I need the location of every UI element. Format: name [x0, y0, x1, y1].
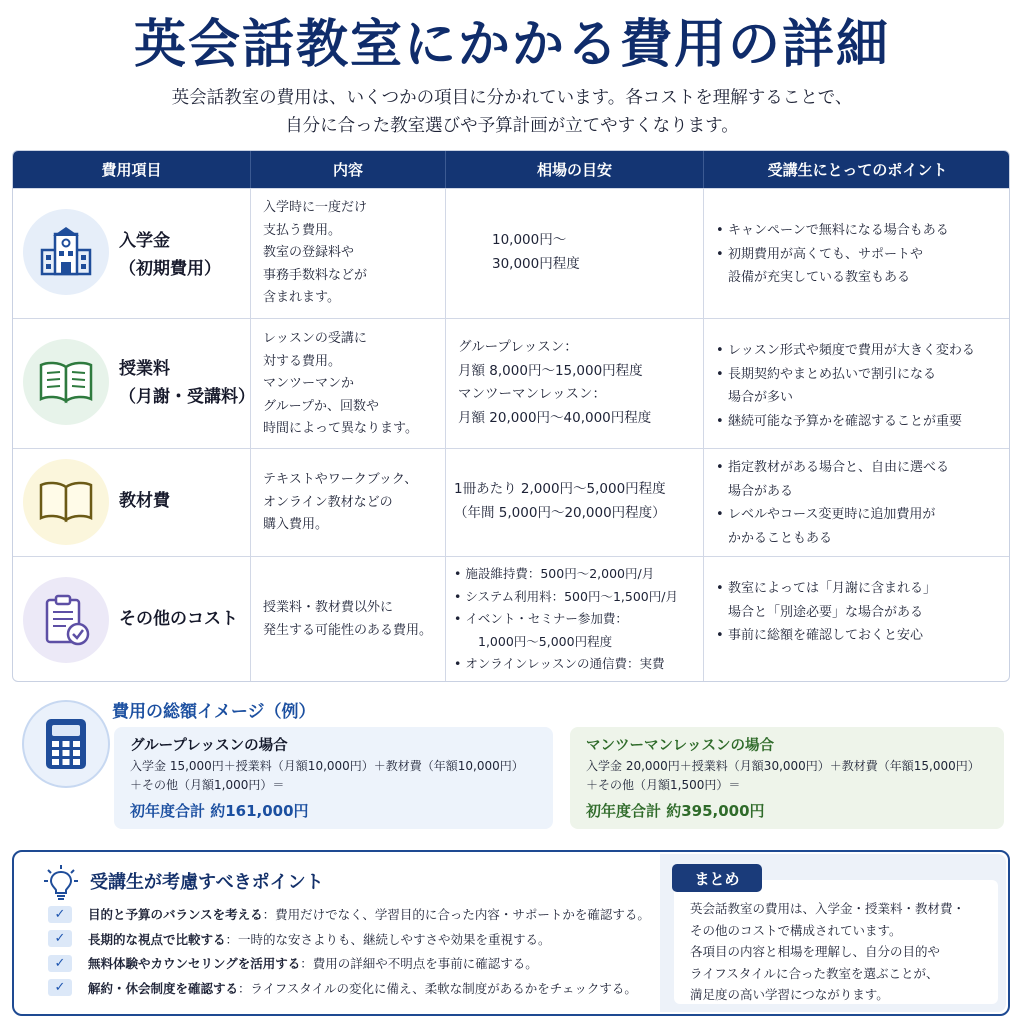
consideration-item: ✓ 解約・休会制度を確認する ：ライフスタイルの変化に備え、柔軟な制度があるかをチェックする。: [48, 976, 650, 1001]
intro-line-2: 自分に合った教室選びや予算計画が立てやすくなります。: [285, 116, 739, 136]
price-other: • 施設維持費：500円〜2,000円/月 • システム利用料：500円〜1,500円/月 • イベント・セミナー参加費： 1,000円〜5,000円程度 • オンラインレッスンの通信費：実費: [454, 566, 678, 671]
private-case-line-1: 入学金 20,000円＋授業料（月額30,000円）＋教材費（年額15,000円）: [586, 759, 980, 773]
item-name-tuition: 授業料 （月謝・受講料）: [119, 359, 255, 407]
price-admission: 10,000円〜 30,000円程度: [492, 232, 580, 272]
considerations-panel: [12, 850, 1010, 1016]
cost-table: [12, 150, 1010, 682]
table-row-materials: [13, 448, 1010, 556]
table-header: [13, 151, 1010, 188]
item-name-materials: 教材費: [119, 491, 170, 511]
points-admission: • キャンペーンで無料になる場合もある • 初期費用が高くても、サポートや 設備が充実している教室もある: [714, 219, 949, 290]
points-materials: • 指定教材がある場合と、自由に選べる 場合がある • レベルやコース変更時に追加費用が かかることもある: [714, 456, 949, 550]
table-row-admission: [13, 188, 1010, 318]
private-case-title: マンツーマンレッスンの場合: [586, 738, 774, 754]
header-cost-item: 費用項目: [13, 151, 251, 188]
total-cost-title: 費用の総額イメージ（例）: [112, 702, 316, 722]
group-case-title: グループレッスンの場合: [130, 738, 288, 754]
group-case-total: 初年度合計 約161,000円: [130, 802, 309, 820]
clipboard-check-icon: [23, 577, 109, 663]
calculator-icon: [22, 700, 110, 788]
private-lesson-case: [570, 727, 1004, 829]
checkmark-icon: ✓: [48, 930, 72, 947]
group-case-line-1: 入学金 15,000円＋授業料（月額10,000円）＋教材費（年額10,000円）: [130, 759, 524, 773]
considerations-list: [48, 902, 650, 1000]
header-student-points: 受講生にとってのポイント: [767, 161, 948, 179]
points-other: • 教室によっては「月謝に含まれる」 場合と「別途必要」な場合がある • 事前に総額を確認しておくと安心: [714, 577, 936, 648]
school-building-icon: [23, 209, 109, 295]
summary-tab: まとめ: [672, 864, 762, 892]
considerations-title: 受講生が考慮すべきポイント: [90, 872, 324, 893]
desc-other: 授業料・教材費以外に 発生する可能性のある費用。: [263, 600, 433, 638]
header-price-range: 相場の目安: [446, 151, 704, 188]
summary-panel: [660, 854, 1006, 1012]
checkmark-icon: ✓: [48, 955, 72, 972]
page-title: 英会話教室にかかる費用の詳細: [133, 15, 890, 75]
table-row-other: [13, 556, 1010, 682]
intro-line-1: 英会話教室の費用は、いくつかの項目に分かれています。各コストを理解することで、: [171, 88, 853, 108]
price-materials: 1冊あたり 2,000円〜5,000円程度 （年間 5,000円〜20,000円程度）: [454, 481, 666, 521]
item-name-admission: 入学金 （初期費用）: [119, 231, 221, 279]
textbook-icon: [23, 459, 109, 545]
desc-tuition: レッスンの受講に 対する費用。 マンツーマンか グループか、回数や 時間によって異なります。: [263, 331, 418, 436]
desc-admission: 入学時に一度だけ 支払う費用。 教室の登録料や 事務手数料などが 含まれます。: [263, 200, 368, 305]
consideration-item: ✓ 長期的な視点で比較する ：一時的な安さよりも、継続しやすさや効果を重視する。: [48, 927, 650, 952]
group-case-line-2: ＋その他（月額1,000円）＝: [130, 778, 285, 792]
private-case-line-2: ＋その他（月額1,500円）＝: [586, 778, 741, 792]
header-content: 内容: [251, 151, 446, 188]
points-tuition: • レッスン形式や頻度で費用が大きく変わる • 長期契約やまとめ払いで割引になる 場合が多い • 継続可能な予算かを確認することが重要: [714, 339, 975, 433]
desc-materials: テキストやワークブック、 オンライン教材などの 購入費用。: [263, 472, 418, 532]
price-tuition: グループレッスン： 月額 8,000円〜15,000円程度 マンツーマンレッスン： 月額 20,000円〜40,000円程度: [458, 339, 652, 426]
private-case-total: 初年度合計 約395,000円: [586, 802, 765, 820]
checkmark-icon: ✓: [48, 979, 72, 996]
open-book-icon: [23, 339, 109, 425]
consideration-item: ✓ 目的と予算のバランスを考える ：費用だけでなく、学習目的に合った内容・サポートかを確認する。: [48, 902, 650, 927]
table-row-tuition: [13, 318, 1010, 448]
lightbulb-icon: [44, 864, 78, 906]
intro-text: [0, 84, 1024, 140]
item-name-other: その他のコスト: [119, 609, 238, 629]
group-lesson-case: [114, 727, 553, 829]
checkmark-icon: ✓: [48, 906, 72, 923]
consideration-item: ✓ 無料体験やカウンセリングを活用する ：費用の詳細や不明点を事前に確認する。: [48, 951, 650, 976]
summary-card: 英会話教室の費用は、入学金・授業料・教材費・ その他のコストで構成されています。 各項目の内容と相場を理解し、自分の目的や ライフスタイルに合った教室を選ぶことが、 満足度の高い学習につながります。: [674, 880, 998, 1004]
